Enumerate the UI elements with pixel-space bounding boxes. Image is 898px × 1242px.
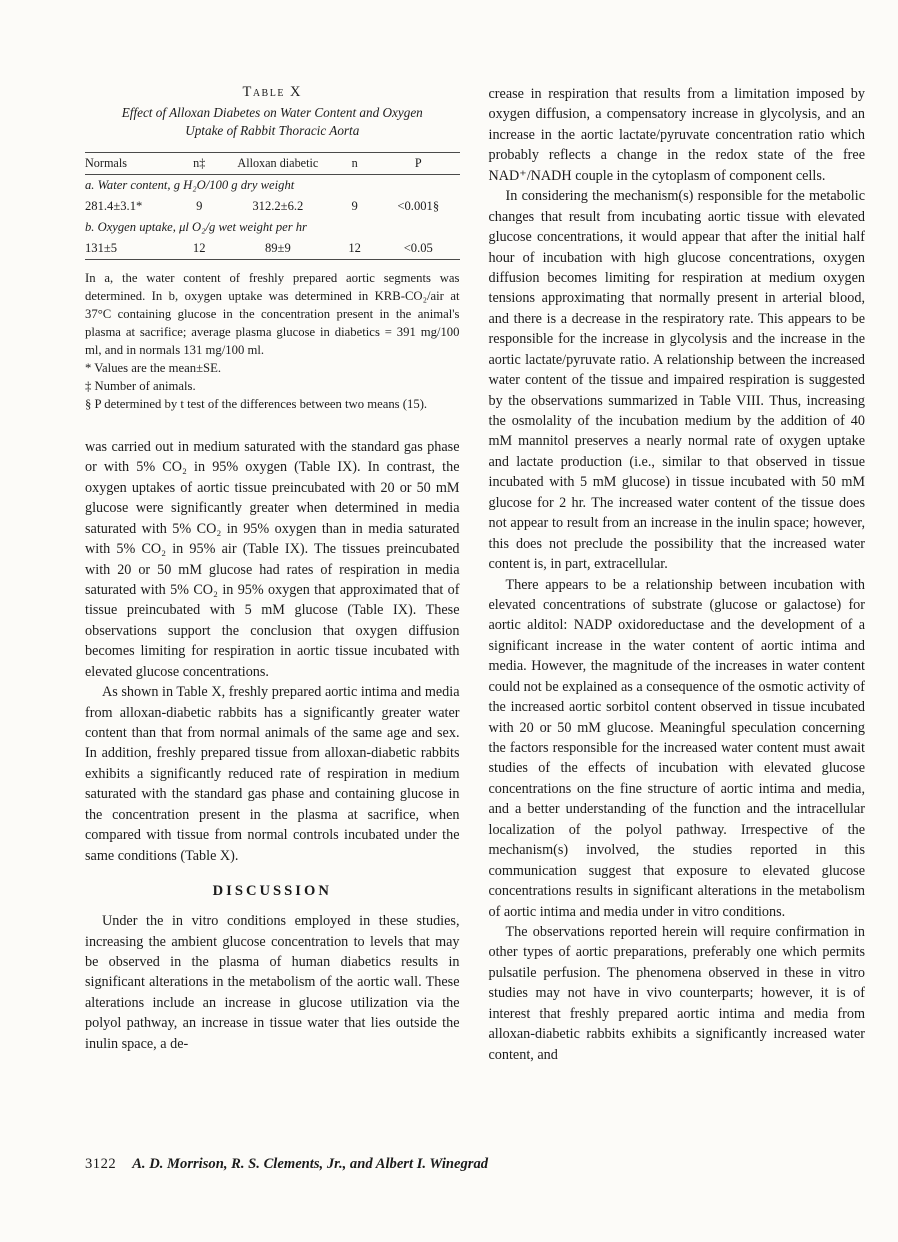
water-content-diabetic: 312.2±6.2 <box>252 198 304 213</box>
section-a-data-row <box>85 196 460 217</box>
section-a-heading-row <box>85 174 460 196</box>
water-content-n-diabetic: 9 <box>351 198 358 213</box>
oxygen-uptake-n-diabetic: 12 <box>348 240 361 255</box>
left-column <box>85 84 460 1065</box>
section-a-heading: a. Water content, g H₂O/100 g dry weight <box>85 177 295 192</box>
running-footer <box>85 1156 488 1173</box>
column-header-n-normals: n‡ <box>175 152 224 174</box>
table-note-general: In a, the water content of freshly prepared aortic segments was determined. In b, oxygen uptake was determined in KRB-CO₂/air at 37°C containing glucose in the concentration present in the animal's plasma at sacrifice; average plasma glucose in diabetics = 391 mg/100 ml, and in normals 131 mg/100 ml. <box>85 270 460 357</box>
water-content-p-value: <0.001§ <box>397 198 440 213</box>
table-x-grid <box>85 152 460 260</box>
oxygen-uptake-n-normals: 12 <box>192 240 206 255</box>
discussion-heading: DISCUSSION <box>212 883 332 900</box>
right-column <box>489 84 866 1065</box>
table-label: Table X <box>242 84 303 100</box>
column-header-n-diabetic: n <box>332 152 377 174</box>
section-b-heading-row <box>85 217 460 238</box>
page-number: 3122 <box>85 1156 117 1172</box>
table-note-double-dagger: ‡ Number of animals. <box>85 378 196 393</box>
table-note-section-mark: § P determined by t test of the differences between two means (15). <box>85 396 428 411</box>
footer-authors: A. D. Morrison, R. S. Clements, Jr., and Albert I. Winegrad <box>132 1156 489 1172</box>
section-b-heading: b. Oxygen uptake, μl O₂/g wet weight per hr <box>85 219 307 234</box>
right-paragraph-2: In considering the mechanism(s) responsible for the metabolic changes that result from incubating aortic tissue with elevated glucose concentrations, it would appear that after the initial half hour of incubation with high glucose concentrations, oxygen diffusion becomes limiting for respiration at medium oxygen tensions approximating that normally present in arterial blood, and there is a decrease in the respiratory rate. This appears to be responsible for the increase in glycolysis and the increase in the aortic lactate/pyruvate ratio. A relationship between the increased water content of the tissue and impaired respiration is suggested by the observations summarized in Table VIII. Thus, increasing the osmolality of the incubation medium by the addition of 40 mM mannitol preserves a nearly normal rate of oxygen uptake and lactate production (i.e., similar to that observed in tissue incubated with 5 mM glucose) in tissue incubated with 50 mM glucose for 2 hr. The increased water content of the tissue does not appear to result from an increase in the inulin space; however, this does not preclude the possibility that the increased water content is, in part, extracellular. <box>488 188 865 573</box>
water-content-normals: 281.4±3.1* <box>85 198 143 213</box>
table-footnotes <box>85 269 460 413</box>
oxygen-uptake-normals: 131±5 <box>85 240 118 255</box>
table-note-asterisk: * Values are the mean±SE. <box>85 360 222 375</box>
water-content-n-normals: 9 <box>196 198 203 213</box>
oxygen-uptake-diabetic: 89±9 <box>264 240 291 255</box>
right-paragraph-4: The observations reported herein will require confirmation in other types of aortic preparations, preferably one which permits pulsatile perfusion. The phenomena observed in these in vitro studies may not have in vivo counterparts; however, it is of interest that freshly prepared aortic intima and media from alloxan-diabetic rabbits exhibits a significantly increased water content, and <box>488 923 865 1063</box>
section-b-data-row <box>85 238 460 260</box>
column-header-p-value: P <box>377 152 459 174</box>
right-paragraph-1: crease in respiration that results from a limitation imposed by oxygen diffusion, a compensatory increase in glycolysis, and an increase in the aortic lactate/pyruvate concentration ratio which probably reflects a change in the redox state of the free NAD⁺/NADH couple in the cytoplasm of component cells. <box>488 86 865 184</box>
left-paragraph-2: As shown in Table X, freshly prepared aortic intima and media from alloxan-diabetic rabbits has a significantly greater water content than that from normal animals of the same age and sex. In addition, freshly prepared tissue from alloxan-diabetic rabbits exhibits a significantly reduced rate of respiration in medium saturated with the standard gas phase and containing glucose in the concentration present in the plasma at sacrifice, when compared with tissue from normal controls incubated under the same conditions (Table X). <box>85 684 460 864</box>
column-header-normals: Normals <box>85 152 175 174</box>
oxygen-uptake-p-value: <0.05 <box>403 240 433 255</box>
left-paragraph-1: was carried out in medium saturated with the standard gas phase or with 5% CO₂ in 95% oxygen (Table IX). In contrast, the oxygen uptakes of aortic tissue preincubated with 20 or 50 mM glucose were significantly greater when determined in media saturated with 5% CO₂ in 95% oxygen than in media saturated with 5% CO₂ in 95% air (Table IX). The tissues preincubated with 20 or 50 mM glucose had rates of respiration in media saturated with 5% CO₂ in 95% oxygen that approximated that of tissue preincubated with 5 mM glucose (Table IX). These observations support the conclusion that oxygen diffusion becomes limiting for respiration in aortic tissue incubated with elevated glucose concentrations. <box>85 438 460 680</box>
right-paragraph-3: There appears to be a relationship between incubation with elevated concentrations of substrate (glucose or galactose) for aortic alditol: NADP oxidoreductase and the development of a significant increase in the water content of aortic intima and media. However, the magnitude of the increases in water content could not be explained as a consequence of the osmotic activity of the increased aortic sorbitol content observed in tissue incubated with 20 or 50 mM glucose. Meaningful speculation concerning the factors responsible for the increased water content must await studies of the effects of incubation with elevated glucose concentrations on the fine structure of aortic intima and media, and a better understanding of the function and the intracellular localization of the polyol pathway. Irrespective of the mechanism(s) involved, the studies reported in this communication suggest that exposure to elevated glucose concentrations results in significant alterations in the metabolism of aortic intima and media under in vitro conditions. <box>488 576 865 920</box>
column-header-alloxan-diabetic: Alloxan diabetic <box>224 152 333 174</box>
table-header-row <box>85 152 460 174</box>
left-paragraph-3: Under the in vitro conditions employed in these studies, increasing the ambient glucose concentration to levels that may be observed in the plasma of human diabetics results in significant alterations in the metabolism of the aortic wall. These alterations include an increase in glucose utilization via the polyol pathway, an increase in tissue water that lies outside the inulin space, a de- <box>85 913 460 1052</box>
two-column-layout <box>85 84 865 1065</box>
table-x-block <box>85 84 460 413</box>
table-caption: Effect of Alloxan Diabetes on Water Content and Oxygen Uptake of Rabbit Thoracic Aorta <box>121 105 423 138</box>
